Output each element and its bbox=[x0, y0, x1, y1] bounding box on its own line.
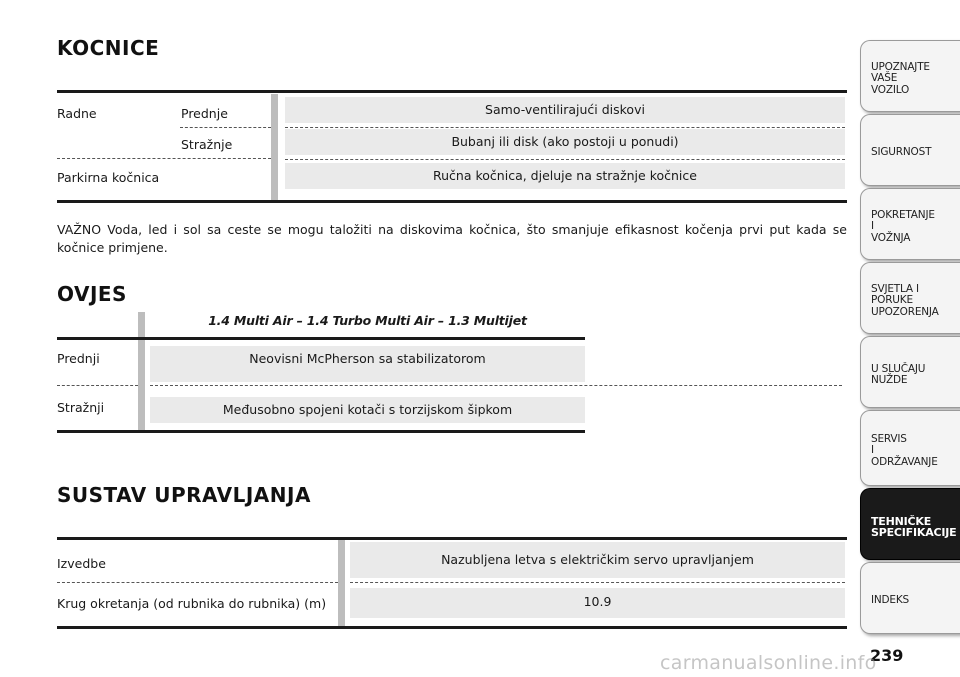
suspension-front-value: Neovisni McPherson sa stabilizatorom bbox=[150, 346, 585, 382]
suspension-rear-value: Međusobno spojeni kotači s torzijskom šipkom bbox=[150, 397, 585, 423]
steering-turning-value: 10.9 bbox=[350, 588, 845, 618]
tab-indeks[interactable]: INDEKS bbox=[860, 562, 960, 634]
tab-svjetla-i-poruke-upozorenja[interactable]: SVJETLA I PORUKE UPOZORENJA bbox=[860, 262, 960, 334]
brakes-rear-value: Bubanj ili disk (ako postoji u ponudi) bbox=[285, 129, 845, 155]
suspension-front-label: Prednji bbox=[57, 351, 100, 366]
brakes-row2-separator-right bbox=[285, 159, 845, 160]
suspension-rear-label: Stražnji bbox=[57, 400, 105, 415]
brakes-table-divider bbox=[271, 94, 278, 200]
suspension-title: OVJES bbox=[57, 282, 127, 306]
brakes-row-separator-right bbox=[285, 127, 845, 128]
tab-upoznajte-vase-vozilo[interactable]: UPOZNAJTE VAŠE VOZILO bbox=[860, 40, 960, 112]
tab-u-slucaju-nuzde[interactable]: U SLUČAJU NUŽDE bbox=[860, 336, 960, 408]
steering-turning-label: Krug okretanja (od rubnika do rubnika) (m) bbox=[57, 596, 327, 611]
steering-table-bottom-rule bbox=[57, 626, 847, 629]
brakes-rear-label: Stražnje bbox=[181, 137, 233, 152]
steering-type-value: Nazubljena letva s električkim servo upravljanjem bbox=[350, 542, 845, 578]
steering-type-label: Izvedbe bbox=[57, 556, 106, 571]
tab-sigurnost[interactable]: SIGURNOST bbox=[860, 114, 960, 186]
watermark: carmanualsonline.info bbox=[660, 652, 877, 674]
brakes-row2-separator-left bbox=[57, 158, 271, 159]
brakes-parking-value: Ručna kočnica, djeluje na stražnje kočnice bbox=[285, 163, 845, 189]
brakes-front-value: Samo-ventilirajući diskovi bbox=[285, 97, 845, 123]
suspension-table-bottom-rule bbox=[57, 430, 585, 433]
brakes-service-label: Radne bbox=[57, 106, 97, 121]
brakes-table-top-rule bbox=[57, 90, 847, 93]
brakes-table-bottom-rule bbox=[57, 200, 847, 203]
tab-servis-i-odrzavanje[interactable]: SERVIS I ODRŽAVANJE bbox=[860, 410, 960, 486]
steering-table-divider bbox=[338, 540, 345, 626]
tab-pokretanje-i-voznja[interactable]: POKRETANJE I VOŽNJA bbox=[860, 188, 960, 260]
suspension-row-separator-left bbox=[57, 385, 138, 386]
brakes-note: VAŽNO Voda, led i sol sa ceste se mogu taložiti na diskovima kočnica, što smanjuje efikasnost kočenja prvi put kada se kočnice primjene. bbox=[57, 222, 847, 255]
brakes-row-separator-left bbox=[180, 127, 271, 128]
brakes-front-label: Prednje bbox=[181, 106, 228, 121]
steering-row-separator-right bbox=[350, 582, 845, 583]
suspension-table-top-rule bbox=[57, 337, 585, 340]
suspension-row-separator-right bbox=[150, 385, 842, 386]
suspension-engine-header: 1.4 Multi Air – 1.4 Turbo Multi Air – 1.3 Multijet bbox=[208, 313, 527, 328]
steering-table-top-rule bbox=[57, 537, 847, 540]
brakes-title: KOCNICE bbox=[57, 36, 160, 60]
steering-title: SUSTAV UPRAVLJANJA bbox=[57, 483, 311, 507]
tab-tehnicke-specifikacije[interactable]: TEHNIČKE SPECIFIKACIJE bbox=[860, 488, 960, 560]
brakes-parking-label: Parkirna kočnica bbox=[57, 170, 160, 185]
suspension-table-divider bbox=[138, 312, 145, 430]
steering-row-separator-left bbox=[57, 582, 338, 583]
page-number: 239 bbox=[870, 646, 904, 665]
